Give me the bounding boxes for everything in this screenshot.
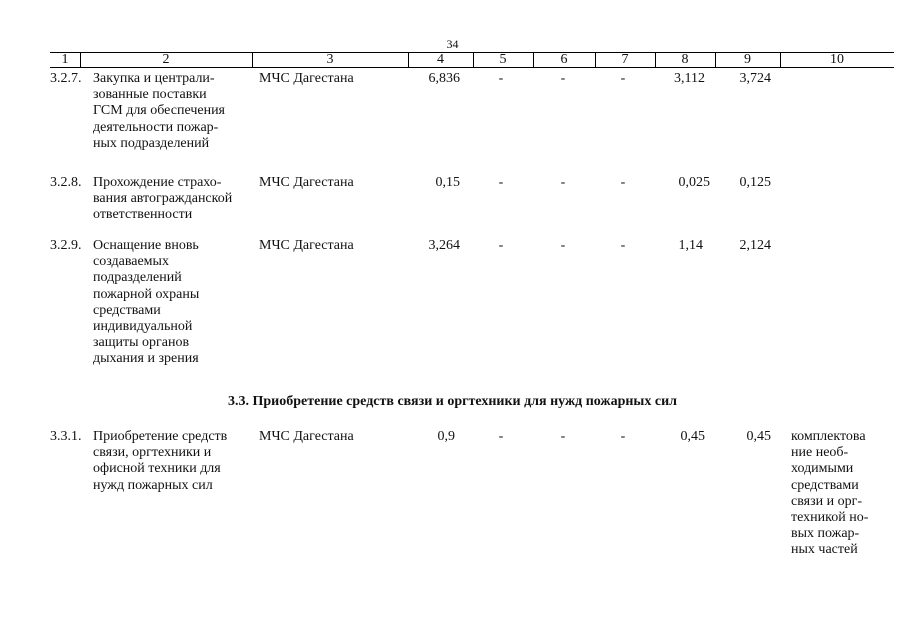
col-header-6: 6 bbox=[560, 52, 568, 67]
row-total: 0,9 bbox=[437, 429, 455, 444]
row-number: 3.3.1. bbox=[50, 429, 82, 444]
row-col6: - bbox=[560, 429, 566, 444]
row-col8: 1,14 bbox=[678, 238, 703, 253]
row-col7: - bbox=[620, 238, 626, 253]
row-col5: - bbox=[498, 429, 504, 444]
row-executor: МЧС Дагестана bbox=[259, 175, 354, 190]
row-col8: 0,025 bbox=[678, 175, 710, 190]
col-header-9: 9 bbox=[744, 52, 751, 67]
row-col6: - bbox=[560, 238, 566, 253]
col-header-4: 4 bbox=[437, 52, 444, 67]
row-col8: 0,45 bbox=[680, 429, 705, 444]
row-executor: МЧС Дагестана bbox=[259, 71, 354, 86]
row-col5: - bbox=[498, 238, 504, 253]
header-bottom-rule bbox=[50, 67, 894, 68]
col-header-7: 7 bbox=[621, 52, 629, 67]
row-total: 6,836 bbox=[428, 71, 460, 86]
row-description: Приобретение средств связи, оргтехники и офисной техники для нужд пожарных сил bbox=[93, 429, 228, 493]
row-col7: - bbox=[620, 175, 626, 190]
row-col8: 3,112 bbox=[674, 71, 705, 86]
row-col7: - bbox=[620, 429, 626, 444]
col-header-10: 10 bbox=[830, 52, 844, 67]
page-number: 34 bbox=[446, 37, 459, 51]
row-total: 0,15 bbox=[435, 175, 460, 190]
row-col9: 3,724 bbox=[739, 71, 771, 86]
col-header-1: 1 bbox=[61, 52, 69, 67]
row-description: Оснащение вновь создаваемых подразделений пожарной охраны средствами индивидуальной защиты органов дыхания и зрения bbox=[93, 238, 200, 367]
row-col9: 2,124 bbox=[739, 238, 771, 253]
row-col7: - bbox=[620, 71, 626, 86]
row-col6: - bbox=[560, 175, 566, 190]
col-header-3: 3 bbox=[326, 52, 334, 67]
row-col5: - bbox=[498, 175, 504, 190]
row-col9: 0,125 bbox=[739, 175, 771, 190]
row-description: Закупка и централи- зованные поставки ГСМ для обеспечения деятельности пожар- ных подразделений bbox=[93, 71, 225, 151]
col-header-5: 5 bbox=[499, 52, 507, 67]
row-executor: МЧС Дагестана bbox=[259, 238, 354, 253]
row-total: 3,264 bbox=[428, 238, 460, 253]
col-header-2: 2 bbox=[162, 52, 170, 67]
section-title: 3.3. Приобретение средств связи и оргтехники для нужд пожарных сил bbox=[228, 394, 677, 409]
row-executor: МЧС Дагестана bbox=[259, 429, 354, 444]
row-note: комплектова ние необ- ходимыми средствами связи и орг- техникой но- вых пожар- ных частей bbox=[791, 429, 869, 558]
row-col6: - bbox=[560, 71, 566, 86]
row-number: 3.2.8. bbox=[50, 175, 82, 190]
row-col9: 0,45 bbox=[746, 429, 771, 444]
row-description: Прохождение страхо- вания автогражданской ответственности bbox=[93, 175, 233, 223]
row-number: 3.2.7. bbox=[50, 71, 82, 86]
row-col5: - bbox=[498, 71, 504, 86]
col-header-8: 8 bbox=[681, 52, 689, 67]
row-number: 3.2.9. bbox=[50, 238, 82, 253]
